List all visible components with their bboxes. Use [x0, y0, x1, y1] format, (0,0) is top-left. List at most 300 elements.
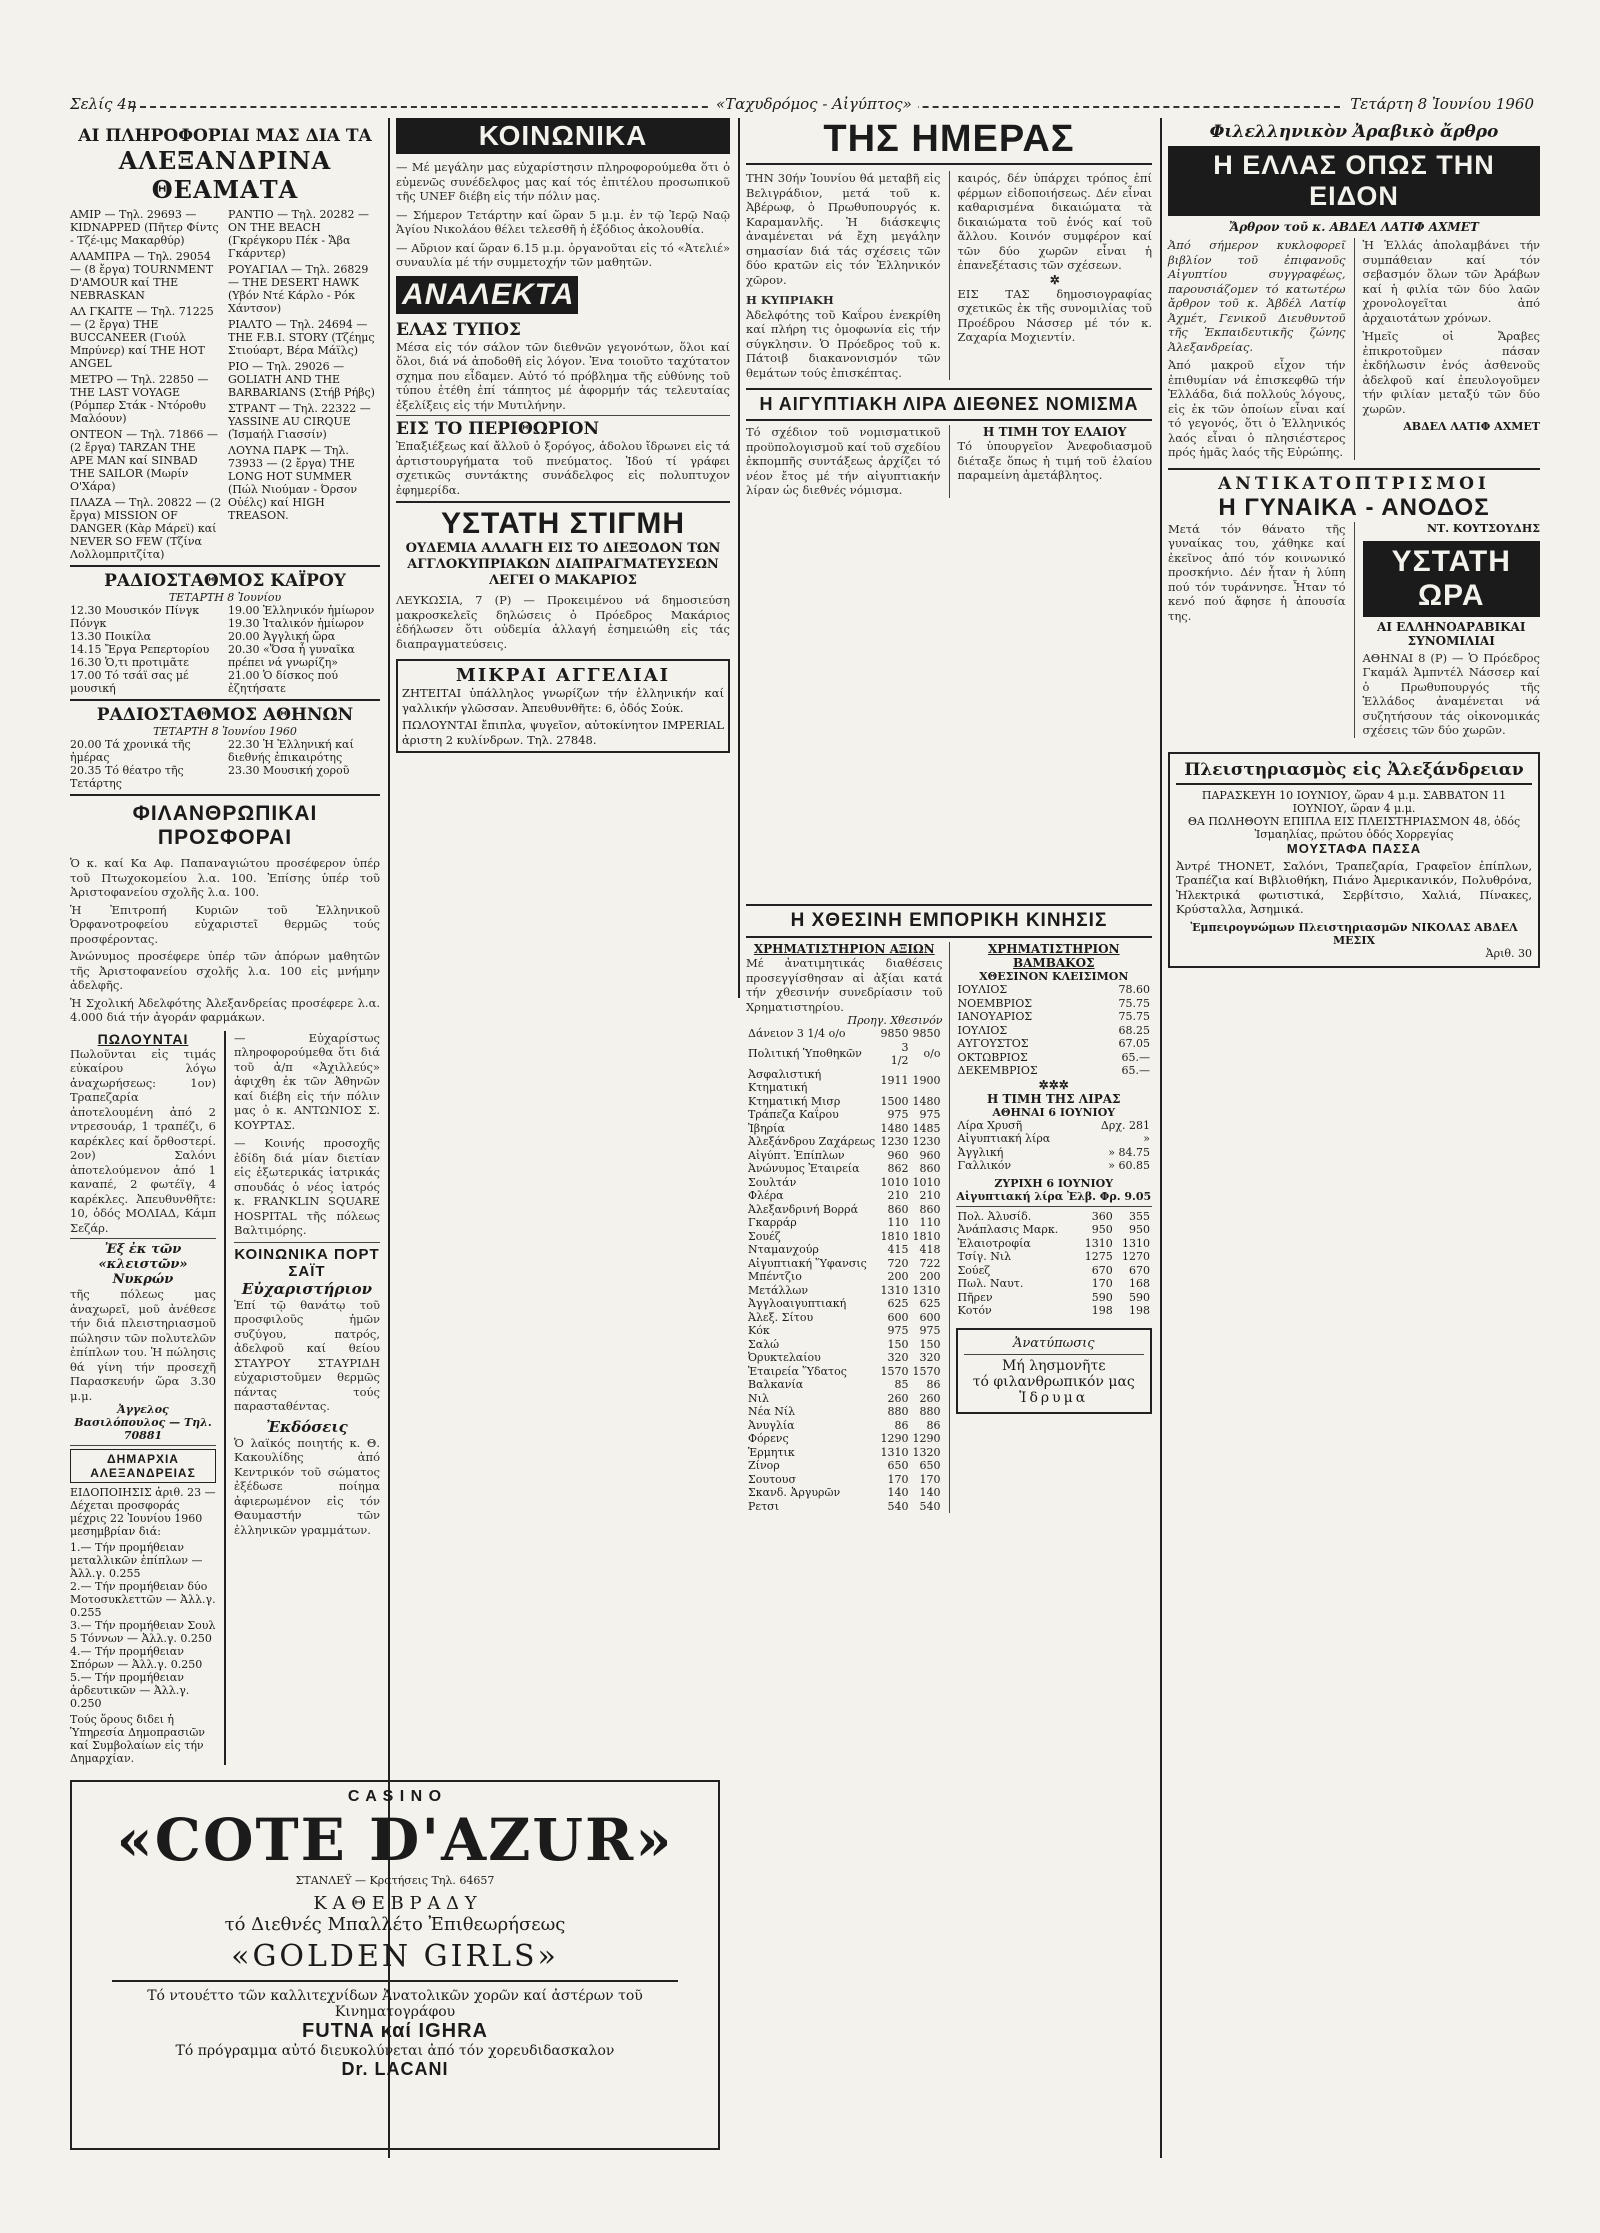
rule [70, 1445, 216, 1446]
table-value-cell: 200 [919, 1270, 941, 1283]
radio-cairo-title: ΡΑΔΙΟΣΤΑΘΜΟΣ ΚΑΪΡΟΥ [104, 571, 346, 591]
table-value-cell: 75.75 [1118, 996, 1150, 1010]
table-value-cell: 67.05 [1118, 1037, 1150, 1050]
pound-price-subtitle: ΑΘΗΝΑΙ 6 ΙΟΥΝΙΟΥ [992, 1105, 1116, 1119]
schedule-item: 12.30 Μουσικόν Πίνγκ Πόνγκ [70, 604, 200, 630]
small-ads-title: ΜΙΚΡΑΙ ΑΓΓΕΛΙΑΙ [455, 665, 671, 686]
rule [746, 388, 1152, 390]
table-label-cell: ΑΥΓΟΥΣΤΟΣ [957, 1037, 1029, 1050]
cinema-entry: ΑΛ ΓΚΑΙΤΕ — Τηλ. 71225 — (2 ἔργα) THE BUCCANEER (Γιούλ Μπρύνερ) καί THE HOT ANGEL [70, 305, 214, 370]
table-value-cell: 975 [919, 1108, 941, 1121]
table-label-cell: Νέα Νίλ [748, 1405, 796, 1418]
stock-row [746, 1189, 943, 1203]
table-value-cell: 1290 [912, 1432, 941, 1445]
table-label-cell: Ἀνυγλία [748, 1418, 795, 1432]
table-label-cell: Πῆρεν [957, 1290, 993, 1304]
rule [396, 415, 730, 416]
stock-row [746, 1108, 943, 1122]
table-value-cell: 650 [919, 1459, 941, 1472]
table-value-cell: 198 [1129, 1304, 1150, 1317]
auction-items: Ἀντρέ ΤΗΟΝΕΤ, Σαλόνι, Τραπεζαρία, Γραφεῖον ἐπίπλων, Τραπέζια καί Βιβλιοθήκη, Πιάνο Ἀμερικανικόν, Πολυθρόνα, Ἠλεκτρικά φωτιστικά, Σερβίτσιο, Χαλιά, Πίνακες, Κρύσταλλα, Ἀσημικά. [1176, 858, 1532, 916]
casino-label: C A S I N O [347, 1788, 443, 1805]
cinema-entry: ΡΟΥΑΓΙΑΛ — Τηλ. 26829 — THE DESERT HAWK (Υβόν Ντέ Κάρλο - Ρόκ Χάντσον) [228, 263, 369, 315]
pound-price-title: Η ΤΙΜΗ ΤΗΣ ΛΙΡΑΣ [986, 1091, 1121, 1106]
article-para: Ἀπό σήμερον κυκλοφορεῖ βιβλίον τοῦ ἐπιφανοῦς Αἰγυπτίου συγγραφέως, παρουσιάζομεν τό κατωτέρω ἄρθρον τοῦ κ. Ἀβδέλ Λατίφ Ἀχμέτ, Γενικοῦ Διευθυντοῦ τῆς Ἐκπαιδευτικῆς ζώνης Ἀλεξανδρείας. [1168, 238, 1346, 354]
table-label-cell: Σαλώ [748, 1337, 780, 1351]
rule [70, 699, 380, 701]
table-value-cell: 320 [919, 1351, 941, 1364]
table-label-cell: Ἀλεξάνδρου Ζαχάρεως [748, 1135, 876, 1148]
stock-row [746, 1324, 943, 1338]
cinema-entry: ΑΜΙΡ — Τηλ. 29693 — KIDNAPPED (Πῆτερ Φίντς - Τζέ-ιμς Μακαρθύρ) [70, 208, 219, 247]
for-sale-title: ΠΩΛΟΥΝΤΑΙ [97, 1030, 189, 1047]
publications-text: Ὁ λαϊκός ποιητής κ. Θ. Κακουλίδης ἀπό Κεντρικόν τοῦ σώματος ἐξέδωσε ποίημα ἀφιερωμένον εἰς τόν Θαυμαστήν τῶν ἐλληνικῶν γραμμάτων. [234, 1435, 380, 1537]
table-label-cell: ΙΟΥΛΙΟΣ [957, 983, 1008, 996]
col2-continued [234, 1031, 380, 1766]
pound-price-row [956, 1119, 1153, 1133]
stock-row [746, 1459, 943, 1473]
stock-row [746, 1392, 943, 1406]
table-value-cell: 600 [919, 1310, 941, 1324]
rule [70, 794, 380, 796]
cotton-row [956, 1051, 1153, 1065]
small-ads [396, 659, 730, 753]
schedule-item: 23.30 Μουσική χοροῦ [228, 764, 350, 777]
table-value-cell: 670 [1129, 1263, 1150, 1277]
stock-row [746, 1068, 943, 1095]
stocks-intro: Μέ ἀνατιμητικάς διαθέσεις προσεγγίσθησαν αἱ ἀξίαι κατά τήν χθεσινήν συνεδρίασιν τοῦ Χρηματιστηρίου. [746, 956, 943, 1014]
municipal-item: 2.— Τήν προμήθειαν δύο Μοτοσυκλεττῶν — Ἀλλ.γ. 0.255 [70, 1580, 216, 1619]
article-para: Ἡμεῖς οἱ Ἄραβες ἐπικροτοῦμεν πάσαν ἐκδήλωσιν ἑνός ἀσθενοῦς ἀδελφοῦ καί ἐπευλογοῦμεν τήν φιλίαν μεταξύ τῶν δύο χωρῶν. [1362, 329, 1540, 416]
stock-row [746, 1243, 943, 1257]
donation-entry: Ἀνώνυμος προσέφερε ὑπέρ τῶν ἀπόρων μαθητῶν τῆς Ἀριστοφανείου σχολῆς λ.α. 100 εἰς μνήμην ἀδελφῆς. [70, 949, 380, 992]
of-the-day-para: καιρός, δέν ὑπάρχει τρόπος ἐπί φέρμων εἰδοποιήσεως. Δέν εἶναι καθαρισμένα δικαιώματα τὰ δικαιώματα τοῦ ἑνός καί τοῦ ἄλλου. Κοινόν συμφέρον καί τῶν δύο χωρῶν εἶναι ἡ ἐπανεξέτασις τῶν σχέσεων. [957, 171, 1152, 272]
auction-number: Ἀριθ. 30 [1485, 946, 1532, 960]
cinema-entry: ΡΙΟ — Τηλ. 29026 — GOLIATH AND THE BARBARIANS (Στήβ Ρήβς) [228, 360, 375, 399]
table-value-cell: 540 [919, 1499, 941, 1513]
table-value-cell: 950 [1091, 1223, 1113, 1236]
column-rule [1160, 118, 1162, 2158]
column-rule [949, 171, 950, 380]
stock-row [746, 1473, 943, 1487]
schedule-item: 19.30 Ἰταλικόν ἡμίωρον [228, 617, 364, 630]
ornament: ✲ [1049, 272, 1060, 287]
table-value-cell: 355 [1129, 1209, 1150, 1223]
table-value-cell: 210 [919, 1189, 941, 1202]
table-label-cell: Σκανδ. Ἀργυρῶν [748, 1486, 841, 1499]
schedule-item: 20.00 Ἀγγλική ὥρα [228, 630, 336, 643]
municipal-footer: Τούς ὅρους διδει ἡ Ὑπηρεσία Δημοπρασιῶν καί Συμβολαίων εἰς τήν Δημαρχίαν. [70, 1713, 205, 1765]
schedule-item: 20.00 Τά χρονικά τῆς ἡμέρας [70, 738, 191, 764]
table-value-cell: 9850 [912, 1027, 941, 1040]
rule [746, 936, 1152, 938]
article-para: Ἡ Ἑλλάς ἀπολαμβάνει τήν συμπάθειαν καί τόν σεβασμόν ὅλων τῶν Ἀράβων καί ἡ φιλία τῶν δύο λαῶν χρονολογεῖται ἀπό ἀρχαιοτάτων χρόνων. [1362, 238, 1540, 325]
table-value-cell: 1570 [880, 1364, 909, 1378]
table-value-cell: 1230 [880, 1135, 909, 1148]
table-value-cell: 170 [887, 1472, 909, 1486]
reflections-subtitle: Η ΓΥΝΑΙΚΑ - ΑΝΟΔΟΣ [1218, 493, 1490, 521]
table-value-cell: 68.25 [1118, 1023, 1150, 1037]
stock-row [746, 1270, 943, 1284]
table-value-cell: 1570 [912, 1364, 941, 1378]
table-value-cell: 9850 [880, 1027, 909, 1040]
table-value-cell: 722 [919, 1256, 941, 1270]
paper-name: «Ταχυδρόμος - Αἰγύπτος» [710, 95, 918, 113]
table-value-cell: 860 [887, 1202, 909, 1216]
municipal-item: 4.— Τήν προμήθειαν Σπόρων — Ἀλλ.γ. 0.250 [70, 1645, 203, 1671]
stock-row [956, 1237, 1153, 1251]
table-value-cell: » 60.85 [1108, 1159, 1150, 1172]
table-value-cell: 210 [887, 1189, 909, 1202]
pound-price-row [956, 1146, 1153, 1160]
table-label-cell: Ἀγγλική [957, 1145, 1004, 1159]
auction-signature: Ἐμπειρογνώμων Πλειστηριασμῶν ΝΙΚΟΛΑΣ ΑΒΔΕΛ ΜΕΣΙΧ [1190, 920, 1518, 947]
stock-row [956, 1250, 1153, 1264]
stock-row [746, 1176, 943, 1190]
ornament: ✲✲✲ [1038, 1077, 1069, 1092]
cinema-entry: ΟΝΤΕΟΝ — Τηλ. 71866 — (2 ἔργα) TARZAN THE APE MAN καί SINBAD THE SAILOR (Μωρίν Ο'Χάρα) [70, 428, 219, 493]
rule [1168, 468, 1540, 470]
table-value-cell: 86 [926, 1418, 941, 1432]
stock-row [746, 1500, 943, 1514]
table-label-cell: Ἑταιρεία Ὕδατος [748, 1364, 847, 1378]
casino-nightly: Κ Α Θ Ε Β Ρ Α Δ Υ [313, 1893, 477, 1914]
table-value-cell: 140 [919, 1486, 941, 1499]
column-rule [224, 1031, 226, 1766]
table-value-cell: 1310 [1084, 1236, 1113, 1250]
auction-place: ΘΑ ΠΩΛΗΘΟΥΝ ΕΠΙΠΛΑ ΕΙΣ ΠΛΕΙΣΤΗΡΙΑΣΜΟΝ 48, ὁδός Ἰσμαηλίας, πρώτου ὁδός Χορρεγίας [1187, 814, 1521, 841]
reprint-notice [956, 1328, 1153, 1414]
stocks-table [746, 1027, 943, 1513]
municipal-title: ΔΗΜΑΡΧΙΑ ΑΛΕΞΑΝΔΡΕΙΑΣ [70, 1449, 216, 1483]
table-value-cell: 625 [887, 1297, 909, 1310]
table-label-cell: Λίρα Χρυσῆ [957, 1118, 1023, 1132]
table-value-cell: 1310 [912, 1283, 941, 1297]
table-label-cell: Ἀλεξ. Σίτου [748, 1310, 814, 1324]
cotton-row [956, 983, 1153, 997]
schedule-item: 17.00 Τό τσάϊ σας μέ μουσική [70, 669, 189, 695]
last-hour-title: ΥΣΤΑΤΗ ΩΡΑ [1363, 541, 1541, 617]
stock-row [746, 1216, 943, 1230]
donation-entry: Ἡ Σχολική Ἀδελφότης Ἀλεξανδρείας προσέφερε λ.α. 4.000 διά τήν ἀγοράν φαρμάκων. [70, 995, 380, 1024]
column-theatres [70, 118, 380, 1765]
table-label-cell: Μπέντζιο [748, 1270, 802, 1283]
for-sale-text: Πωλοῦνται εἰς τιμάς εὐκαίρου λόγω ἀναχωρήσεως: 1ον) Τραπεζαρία ἀποτελουμένη ἀπό 2 ντρεσουάρ, 1 τραπέζι, 6 καρέκλες καί ὄρθοστερί. 2ον) Σαλόνι ἀποτελούμενον ἀπό 1 καναπέ, 2 φωτέϊγ, 4 καρέκλες. Ἀπευθυνθῆτε: 10, ὁδός ΜΟΛΙΑΔ, Κάμπ Σεζάρ. [70, 1046, 216, 1235]
table-value-cell: 110 [887, 1216, 909, 1229]
auction-notice-text: τῆς πόλεως μας ἀναχωρεῖ, μοῦ ἀνέθεσε τήν διά πλειστηριασμοῦ πώλησιν τῶν πολυτελῶν ἐπίπλων του. Ἡ πώλησις θά γίνη τήν προσεχῆ Παρασκευήν ὥρα 3.30 μ.μ. [70, 1287, 216, 1403]
cotton-row [956, 997, 1153, 1011]
small-ad: ΠΩΛΟΥΝΤΑΙ ἔπιπλα, ψυγεῖον, αὐτοκίνητον IMPERIAL ἀριστη 2 κυλίνδρων. Τηλ. 27848. [402, 718, 724, 747]
stock-row [746, 1284, 943, 1298]
schedule-item: 16.30 Ὁ,τι προτιμᾶτε [70, 656, 189, 669]
casino-address: ΣΤΑΝΛΕΫ — Κρατήσεις Τηλ. 64657 [295, 1874, 495, 1887]
analekta-banner: ΑΝΑΛΕΚΤΑ [396, 276, 578, 314]
stock-row [746, 1027, 943, 1041]
table-label-cell: Ἑρμητικ [748, 1445, 795, 1459]
society-para: — Αὔριον καί ὥραν 6.15 μ.μ. ὀργανοῦται εἰς τό «Ἀτελιέ» συναυλία μέ τήν συμμετοχήν τῶν μαθητῶν. [396, 240, 730, 269]
stock-row [956, 1304, 1153, 1318]
schedule-item: 19.00 Ἑλληνικόν ἡμίωρον [228, 604, 375, 617]
table-value-cell: 600 [887, 1310, 909, 1324]
stock-row [746, 1351, 943, 1365]
table-label-cell: Κοτόν [957, 1304, 992, 1317]
table-label-cell: Γκαρράρ [748, 1216, 797, 1229]
table-value-cell: 86 [926, 1378, 941, 1391]
municipal-item: 3.— Τήν προμήθειαν Σουλ 5 Τόννων — Ἀλλ.γ. 0.250 [70, 1619, 216, 1645]
theatres-title: ΑΛΕΞΑΝΔΡΙΝΑ ΘΕΑΜΑΤΑ [118, 146, 332, 204]
stock-row [746, 1257, 943, 1271]
pound-price-row [956, 1159, 1153, 1173]
table-value-cell: 140 [887, 1486, 909, 1499]
schedule-item: 22.30 Ἡ Ἑλληνική καί διεθνής ἐπικαιρότης [228, 738, 354, 764]
table-value-cell: 880 [919, 1405, 941, 1418]
article-kicker: Φιλελληνικὸν Ἀραβικὸ ἄρθρο [1209, 122, 1499, 142]
table-label-cell: ΙΑΝΟΥΑΡΙΟΣ [957, 1010, 1033, 1023]
casino-ballet: τό Διεθνές Μπαλλέτο Ἐπιθεωρήσεως [224, 1914, 566, 1935]
table-value-cell: » [1143, 1132, 1150, 1145]
reprint-line: Ἱδρυμα [1019, 1389, 1089, 1406]
margin-heading: ΕΙΣ ΤΟ ΠΕΡΙΘΩΡΙΟΝ [396, 419, 599, 439]
table-value-cell: 670 [1091, 1263, 1113, 1277]
table-value-cell: 860 [919, 1162, 941, 1175]
page-header [70, 95, 1540, 117]
cinema-list-right [228, 208, 380, 561]
table-label-cell: Βαλκανία [748, 1378, 804, 1391]
auction-title: Πλειστηριασμὸς εἰς Ἀλεξάνδρειαν [1176, 760, 1532, 785]
rule [396, 501, 730, 503]
small-ad: ΖΗΤΕΙΤΑΙ ὑπάλληλος γνωρίζων τήν ἑλληνικήν καί γαλλικήν γλῶσσαν. Ἀπευθυνθῆτε: 6, ὁδός Σούκ. [402, 686, 724, 715]
of-the-day-title: ΤΗΣ ΗΜΕΡΑΣ [746, 118, 1152, 165]
table-label-cell: Σουλτάν [748, 1175, 797, 1189]
table-value-cell: 170 [919, 1472, 941, 1486]
table-label-cell: Ρετσι [748, 1499, 780, 1513]
last-moment-subtitle: ΟΥΔΕΜΙΑ ΑΛΛΑΓΗ ΕΙΣ ΤΟ ΔΙΕΞΟΔΟΝ ΤΩΝ ΑΓΓΛΟΚΥΠΡΙΑΚΩΝ ΔΙΑΠΡΑΓΜΑΤΕΥΣΕΩΝ ΛΕΓΕΙ Ο ΜΑΚΑΡΙΟΣ [405, 541, 721, 588]
table-value-cell: 1480 [880, 1121, 909, 1135]
auction-dates: ΠΑΡΑΣΚΕΥΗ 10 ΙΟΥΝΙΟΥ, ὥραν 4 μ.μ. ΣΑΒΒΑΤΟΝ 11 ΙΟΥΝΙΟΥ, ὥραν 4 μ.μ. [1201, 788, 1507, 815]
casino-duo: Τό ντουέττο τῶν καλλιτεχνίδων Ἀνατολικῶν χορῶν καί ἀστέρων τοῦ Κινηματογράφου [147, 1988, 643, 2020]
oil-price-title: Η ΤΙΜΗ ΤΟΥ ΕΛΑΙΟΥ [983, 425, 1127, 439]
stock-row [956, 1210, 1153, 1224]
table-label-cell: Σούεζ [957, 1263, 991, 1277]
reflections-signature: ΝΤ. ΚΟΥΤΣΟΥΔΗΣ [1427, 521, 1540, 535]
table-label-cell: Τράπεζα Καΐρου [748, 1108, 839, 1121]
table-label-cell: Ἀσφαλιστική Κτηματική [748, 1067, 822, 1094]
casino-program: Τό πρόγραμμα αὐτό διευκολύνεται ἀπό τόν χορευδιδασκαλον [175, 2043, 615, 2059]
cinema-entry: ΜΕΤΡΟ — Τηλ. 22850 — THE LAST VOYAGE (Ρόμπερ Στάκ - Ντόροθυ Μαλόουν) [70, 373, 209, 425]
table-label-cell: ΟΚΤΩΒΡΙΟΣ [957, 1050, 1028, 1064]
table-value-cell: 960 [887, 1148, 909, 1162]
table-value-cell: 86 [894, 1418, 909, 1432]
table-value-cell: 1290 [880, 1432, 909, 1445]
cotton-row [956, 1024, 1153, 1038]
donation-entry: Ἡ Ἐπιτροπή Κυριῶν τοῦ Ἑλληνικοῦ Ὀρφανοτροφείου εὐχαριστεῖ θερμῶς τούς προσφέροντας. [70, 902, 380, 946]
table-value-cell: 625 [919, 1297, 941, 1310]
table-value-cell: 960 [919, 1148, 941, 1162]
stock-row [746, 1446, 943, 1460]
table-value-cell: 540 [887, 1499, 909, 1513]
reprint-line: Μή λησμονῆτε [1002, 1357, 1106, 1374]
table-value-cell: 1810 [912, 1229, 941, 1243]
table-value-cell: 65.— [1121, 1064, 1150, 1077]
stock-row [746, 1405, 943, 1419]
rule [964, 1354, 1145, 1355]
table-value-cell: 78.60 [1118, 983, 1150, 996]
table-value-cell: 110 [919, 1216, 941, 1229]
column-rule [738, 118, 740, 998]
table-value-cell: 1010 [880, 1175, 909, 1189]
table-value-cell: 862 [887, 1162, 909, 1175]
stock-row [746, 1365, 943, 1379]
table-value-cell: 1310 [1122, 1236, 1150, 1250]
table-value-cell: 650 [887, 1459, 909, 1472]
table-label-cell: Ἀγγλοαιγυπτιακή [748, 1297, 847, 1310]
cinema-entry: ΑΛΑΜΠΡΑ — Τηλ. 29054 — (8 ἔργα) TOURNMENT D'AMOUR καί THE NEBRASKAN [70, 250, 214, 302]
table-value-cell: 1500 [880, 1094, 909, 1108]
table-label-cell: Πολ. Ἀλυσίδ. [957, 1209, 1032, 1223]
stock-row [746, 1432, 943, 1446]
table-value-cell: ο/ο [923, 1047, 941, 1061]
stock-row [746, 1135, 943, 1149]
of-the-day-para: ΤΗΝ 30ήν Ἰουνίου θά μεταβῆ εἰς Βελιγράδιον, μετά τοῦ κ. Ἀβέρωφ, ὁ Πρωθυπουργός κ. Καραμανλῆς. Ἡ διάσκεψις ἀναμένεται νά ἔχη μεγάλην σημασίαν διά τάς σχέσεις τῶν δύο κρατῶν εἰς τόν Ἑλληνικόν χῶρον. [746, 171, 941, 287]
stocks-block [746, 942, 943, 1513]
table-value-cell: 260 [887, 1391, 909, 1405]
table-value-cell: 1270 [1122, 1250, 1150, 1263]
radio-cairo-date: ΤΕΤΑΡΤΗ 8 Ἰουνίου [168, 591, 282, 604]
margin-text: Ἐπαξιέξεως καί ἄλλοῦ ὁ ξορόγος, ἀδολου ἴδρωνει εἰς τά ἀρτιστουργήματα τοῦ πνεύματος. Ἰδού τί γράφει σχετικῶς συντάκτης συνάδελφος εἰς πολυπτυχον ἐφημερίδα. [396, 439, 730, 497]
theatres-kicker: ΑΙ ΠΛΗΡΟΦΟΡΙΑΙ ΜΑΣ ΔΙΑ ΤΑ [78, 126, 372, 146]
table-label-cell: Ὀρυκτελαίου [748, 1351, 821, 1364]
article-para: Ἀπό μακροῦ εἶχον τήν ἐπιθυμίαν νά ἐπισκεφθῶ τήν Ἑλλάδα, διά πολλούς λόγους, εἰς ἐκ τῶν ὁποίων εἶναι καί τό γεγονός, ὅτι ὁ Ἑλληνικός λαός εἶναι ὁ πλησιέστερος πρός ἡμᾶς λαός τῆς Εὐρώπης. [1168, 358, 1346, 459]
casino-ad [70, 1780, 720, 2150]
table-label-cell: Νιλ [748, 1391, 769, 1405]
article-title: Η ΕΛΛΑΣ ΟΠΩΣ ΤΗΝ ΕΙΔΟΝ [1168, 146, 1540, 216]
auction-notice-signature: Ἀγγελος Βασιλόπουλος — Τηλ. 70881 [74, 1403, 212, 1442]
thanks-text: Ἐπί τῷ θανάτῳ τοῦ προσφιλοῦς ἡμῶν συζύγου, πατρός, ἀδελφοῦ καί θείου ΣΤΑΥΡΟΥ ΣΤΑΥΡΙΔΗ εὐχαριστοῦμεν θερμῶς πάντας τούς παρασταθέντας. [234, 1297, 380, 1413]
table-label-cell: Ἰβηρία [748, 1121, 785, 1135]
table-value-cell: 590 [1091, 1290, 1113, 1304]
stock-row [956, 1277, 1153, 1291]
table-value-cell: 260 [919, 1391, 941, 1405]
press-heading: ΕΛΑΣ ΤΥΠΟΣ [396, 319, 521, 340]
table-value-cell: 1310 [880, 1445, 909, 1459]
table-value-cell: 198 [1091, 1304, 1113, 1317]
table-value-cell: 170 [1091, 1277, 1113, 1290]
schedule-item: 13.30 Ποικίλα [70, 630, 152, 643]
last-hour-subtitle: ΑΙ ΕΛΛΗΝΟΑΡΑΒΙΚΑΙ ΣΥΝΟΜΙΛΙΑΙ [1377, 619, 1526, 648]
cotton-subtitle: ΧΘΕΣΙΝΟΝ ΚΛΕΙΣΙΜΟΝ [979, 970, 1129, 983]
cinema-list-left [70, 208, 222, 561]
auction-ad [1168, 752, 1540, 968]
column-rule [1354, 522, 1355, 738]
stocks-title: ΧΡΗΜΑΤΙΣΤΗΡΙΟΝ ΑΞΙΩΝ [753, 942, 935, 956]
table-label-cell: Ἀνάπλασις Μαρκ. [957, 1223, 1059, 1236]
reflections-title: ΑΝΤΙΚΑΤΟΠΤΡΙΣΜΟΙ [1218, 473, 1490, 494]
table-label-cell: Μετάλλων [748, 1283, 809, 1297]
publications-title: Ἐκδόσεις [266, 1417, 348, 1436]
zurich-rate: Αἰγυπτιακή λίρα Ἐλβ. Φρ. 9.05 [956, 1189, 1152, 1203]
table-value-cell: 1010 [912, 1175, 941, 1189]
schedule-item: 21.00 Ὁ δίσκος πού ἐζητήσατε [228, 669, 339, 695]
radio-athens-schedule [70, 738, 380, 790]
cinema-entry: ΣΤΡΑΝΤ — Τηλ. 22322 — YASSINE AU CIRQUE (Ἰσμαήλ Γιασσίν) [228, 402, 371, 441]
column-rule [949, 942, 950, 1513]
society-para: — Εὐχαρίστως πληροφορούμεθα ὅτι διά τοῦ ἀ/π «Ἀχιλλεύς» ἀφιχθη ἐκ τῶν Ἀθηνῶν καί διέβη εἰς τήν πόλιν μας ὁ κ. ΑΝΤΩΝΙΟΣ Σ. ΚΟΥΡΤΑΣ. [234, 1030, 380, 1132]
metals-table [956, 1210, 1153, 1318]
table-label-cell: ΝΟΕΜΒΡΙΟΣ [957, 996, 1033, 1010]
classifieds-subcolumn [70, 1031, 216, 1766]
municipal-item: 1.— Τήν προμήθειαν μεταλλικῶν ἐπίπλων — Ἀλλ.γ. 0.255 [70, 1541, 203, 1580]
cinema-entry: ΡΙΑΛΤΟ — Τηλ. 24694 — THE F.B.I. STORY (Τζέημς Στιούαρτ, Βέρα Μάϊλς) [228, 318, 375, 357]
press-text: Μέσα εἰς τόν σάλον τῶν διεθνῶν γεγονότων, ὅλοι καί ὅλοι, διά νά ἀποδοθῆ εἰς λόγον. Ἐνα τοιοῦτο ταχύτατον σχημα που εἶδαμεν. Αὐτό τό πρόβλημα τῆς εὐθύνης τοῦ τύπου ἐτέθη ἐπί τάπητος μέ ἀφορμήν τάς τελευταίας ἐξελίξεις εἰς τήν Μυτιλήνην. [396, 339, 730, 412]
table-value-cell: 1911 [880, 1074, 909, 1088]
table-value-cell: 360 [1091, 1209, 1113, 1223]
stock-row [956, 1264, 1153, 1278]
society-para: — Κοινής προσοχῆς ἐδίδη διά μίαν διετίαν εἰς ἐξωτερικάς ἰατρικάς σπουδάς ὁ νέος ἰατρός κ. FRANKLIN SQUARE HOSPITAL τῆς πόλεως Βαλτιμόρης. [234, 1136, 380, 1237]
table-label-cell: Ζίνορ [748, 1459, 780, 1472]
table-label-cell: Φόρενς [748, 1432, 789, 1445]
article-byline: Ἄρθρον τοῦ κ. ΑΒΔΕΛ ΛΑΤΙΦ ΑΧΜΕΤ [1229, 220, 1479, 234]
reprint-line: τό φιλανθρωπικόν μας [972, 1373, 1135, 1390]
table-value-cell: 880 [887, 1405, 909, 1418]
radio-athens-date: ΤΕΤΑΡΤΗ 8 Ἰουνίου 1960 [153, 725, 297, 738]
table-label-cell: ΔΕΚΕΜΒΡΙΟΣ [957, 1064, 1038, 1077]
cyprus-text: Ἀδελφότης τοῦ Καΐρου ἐνεκρίθη καί πλήρη τις ὁμοφωνία εἰς τήν σύγκλησιν. Ὁ Πρόεδρος τοῦ κ. Πάτοιβ διακανονισμόν τῶν θεμάτων τούς ἐπισκέπτας. [746, 307, 941, 380]
table-value-cell: 65.— [1121, 1050, 1150, 1064]
table-label-cell: Σουτουσ [748, 1472, 796, 1486]
stock-row [746, 1378, 943, 1392]
egyptian-pound-title: Η ΑΙΓΥΠΤΙΑΚΗ ΛΙΡΑ ΔΙΕΘΝΕΣ ΝΟΜΙΣΜΑ [759, 394, 1139, 414]
table-value-cell: 1485 [912, 1121, 941, 1135]
cotton-title: ΧΡΗΜΑΤΙΣΤΗΡΙΟΝ ΒΑΜΒΑΚΟΣ [987, 942, 1120, 970]
casino-show: «GOLDEN GIRLS» [231, 1939, 559, 1974]
rule [746, 419, 1152, 421]
table-label-cell: Κόκ [748, 1324, 770, 1337]
port-said-title: ΚΟΙΝΩΝΙΚΑ ΠΟΡΤ ΣΑΪΤ [234, 1245, 380, 1280]
table-label-cell: Αἰγύπτ. Ἐπίπλων [748, 1148, 845, 1162]
cotton-block [956, 942, 1153, 1513]
casino-dancers: FUTNA καί IGHRA [302, 2020, 488, 2042]
stock-row [746, 1203, 943, 1217]
table-value-cell: 975 [887, 1324, 909, 1337]
zurich-title: ΖΥΡΙΧΗ 6 ΙΟΥΝΙΟΥ [994, 1176, 1114, 1190]
table-value-cell: 590 [1129, 1290, 1150, 1304]
market-section [746, 900, 1152, 1513]
table-value-cell: 1480 [912, 1094, 941, 1108]
reprint-label: Ἀνατύπωσις [1012, 1335, 1095, 1351]
table-value-cell: 168 [1129, 1277, 1150, 1290]
table-value-cell: 1275 [1084, 1250, 1113, 1263]
stocks-column-head: Προηγ. Χθεσινόν [847, 1014, 943, 1027]
table-value-cell: 85 [894, 1378, 909, 1391]
cotton-row [956, 1037, 1153, 1051]
donation-entry: Ὁ κ. καί Κα Αφ. Παπαναγιώτου προσέφερον ὑπέρ τοῦ Πτωχοκομείου λ.α. 100. Ἐπίσης ὑπέρ τοῦ Ἀριστοφανείου σχολῆς λ.α. 100. [70, 856, 380, 899]
table-label-cell: Γαλλικόν [957, 1159, 1012, 1172]
oil-price-text: Τό ὑπουργεῖον Ἀνεφοδιασμοῦ διέταξε ὅπως ἡ τιμή τοῦ ἐλαίου παραμείνη ἀμετάβλητος. [957, 439, 1152, 482]
stock-row [746, 1338, 943, 1352]
table-label-cell: Κτηματική Μισρ [748, 1094, 841, 1108]
table-value-cell: 860 [919, 1202, 941, 1216]
rule [70, 565, 380, 567]
of-the-day-para: ΕΙΣ ΤΑΣ δημοσιογραφίας σχετικῶς ἐκ τῆς συνομιλίας τοῦ Προέδρου Νάσσερ μέ τόν κ. Ζαχαρία Μοχιεντίν. [957, 286, 1152, 344]
society-para: — Μέ μεγάλην μας εὐχαρίστησιν πληροφορούμεθα ὅτι ὁ εὐμενῶς συνέδελφος μας καί τός ἐπιτέλου προσωπικοῦ τῆς UNEF διέβη εἰς τήν πόλιν μας. [396, 160, 730, 203]
rule [112, 1980, 678, 1982]
column-rule [949, 425, 950, 498]
cotton-row [956, 1010, 1153, 1024]
reflections-text: Μετά τόν θάνατο τῆς γυναίκας του, χάθηκε καί ἐκεῖνος ἀπό τόν κοινωνικό προσκήνιο. Δέν ἦταν ἡ λύπη πού τόν τυράννησε. Ἦταν τό κενό πού ἄφησε ἡ ἀπουσία της. [1168, 521, 1346, 623]
society-para: — Σήμερον Τετάρτην καί ὥραν 5 μ.μ. ἐν τῷ Ἱερῷ Ναῷ Ἁγίου Νικολάου θέλει τελεσθῆ ἡ ἐξόδιος ἀκολουθία. [396, 207, 730, 236]
column-of-the-day [746, 118, 1152, 498]
column-society [396, 118, 730, 753]
